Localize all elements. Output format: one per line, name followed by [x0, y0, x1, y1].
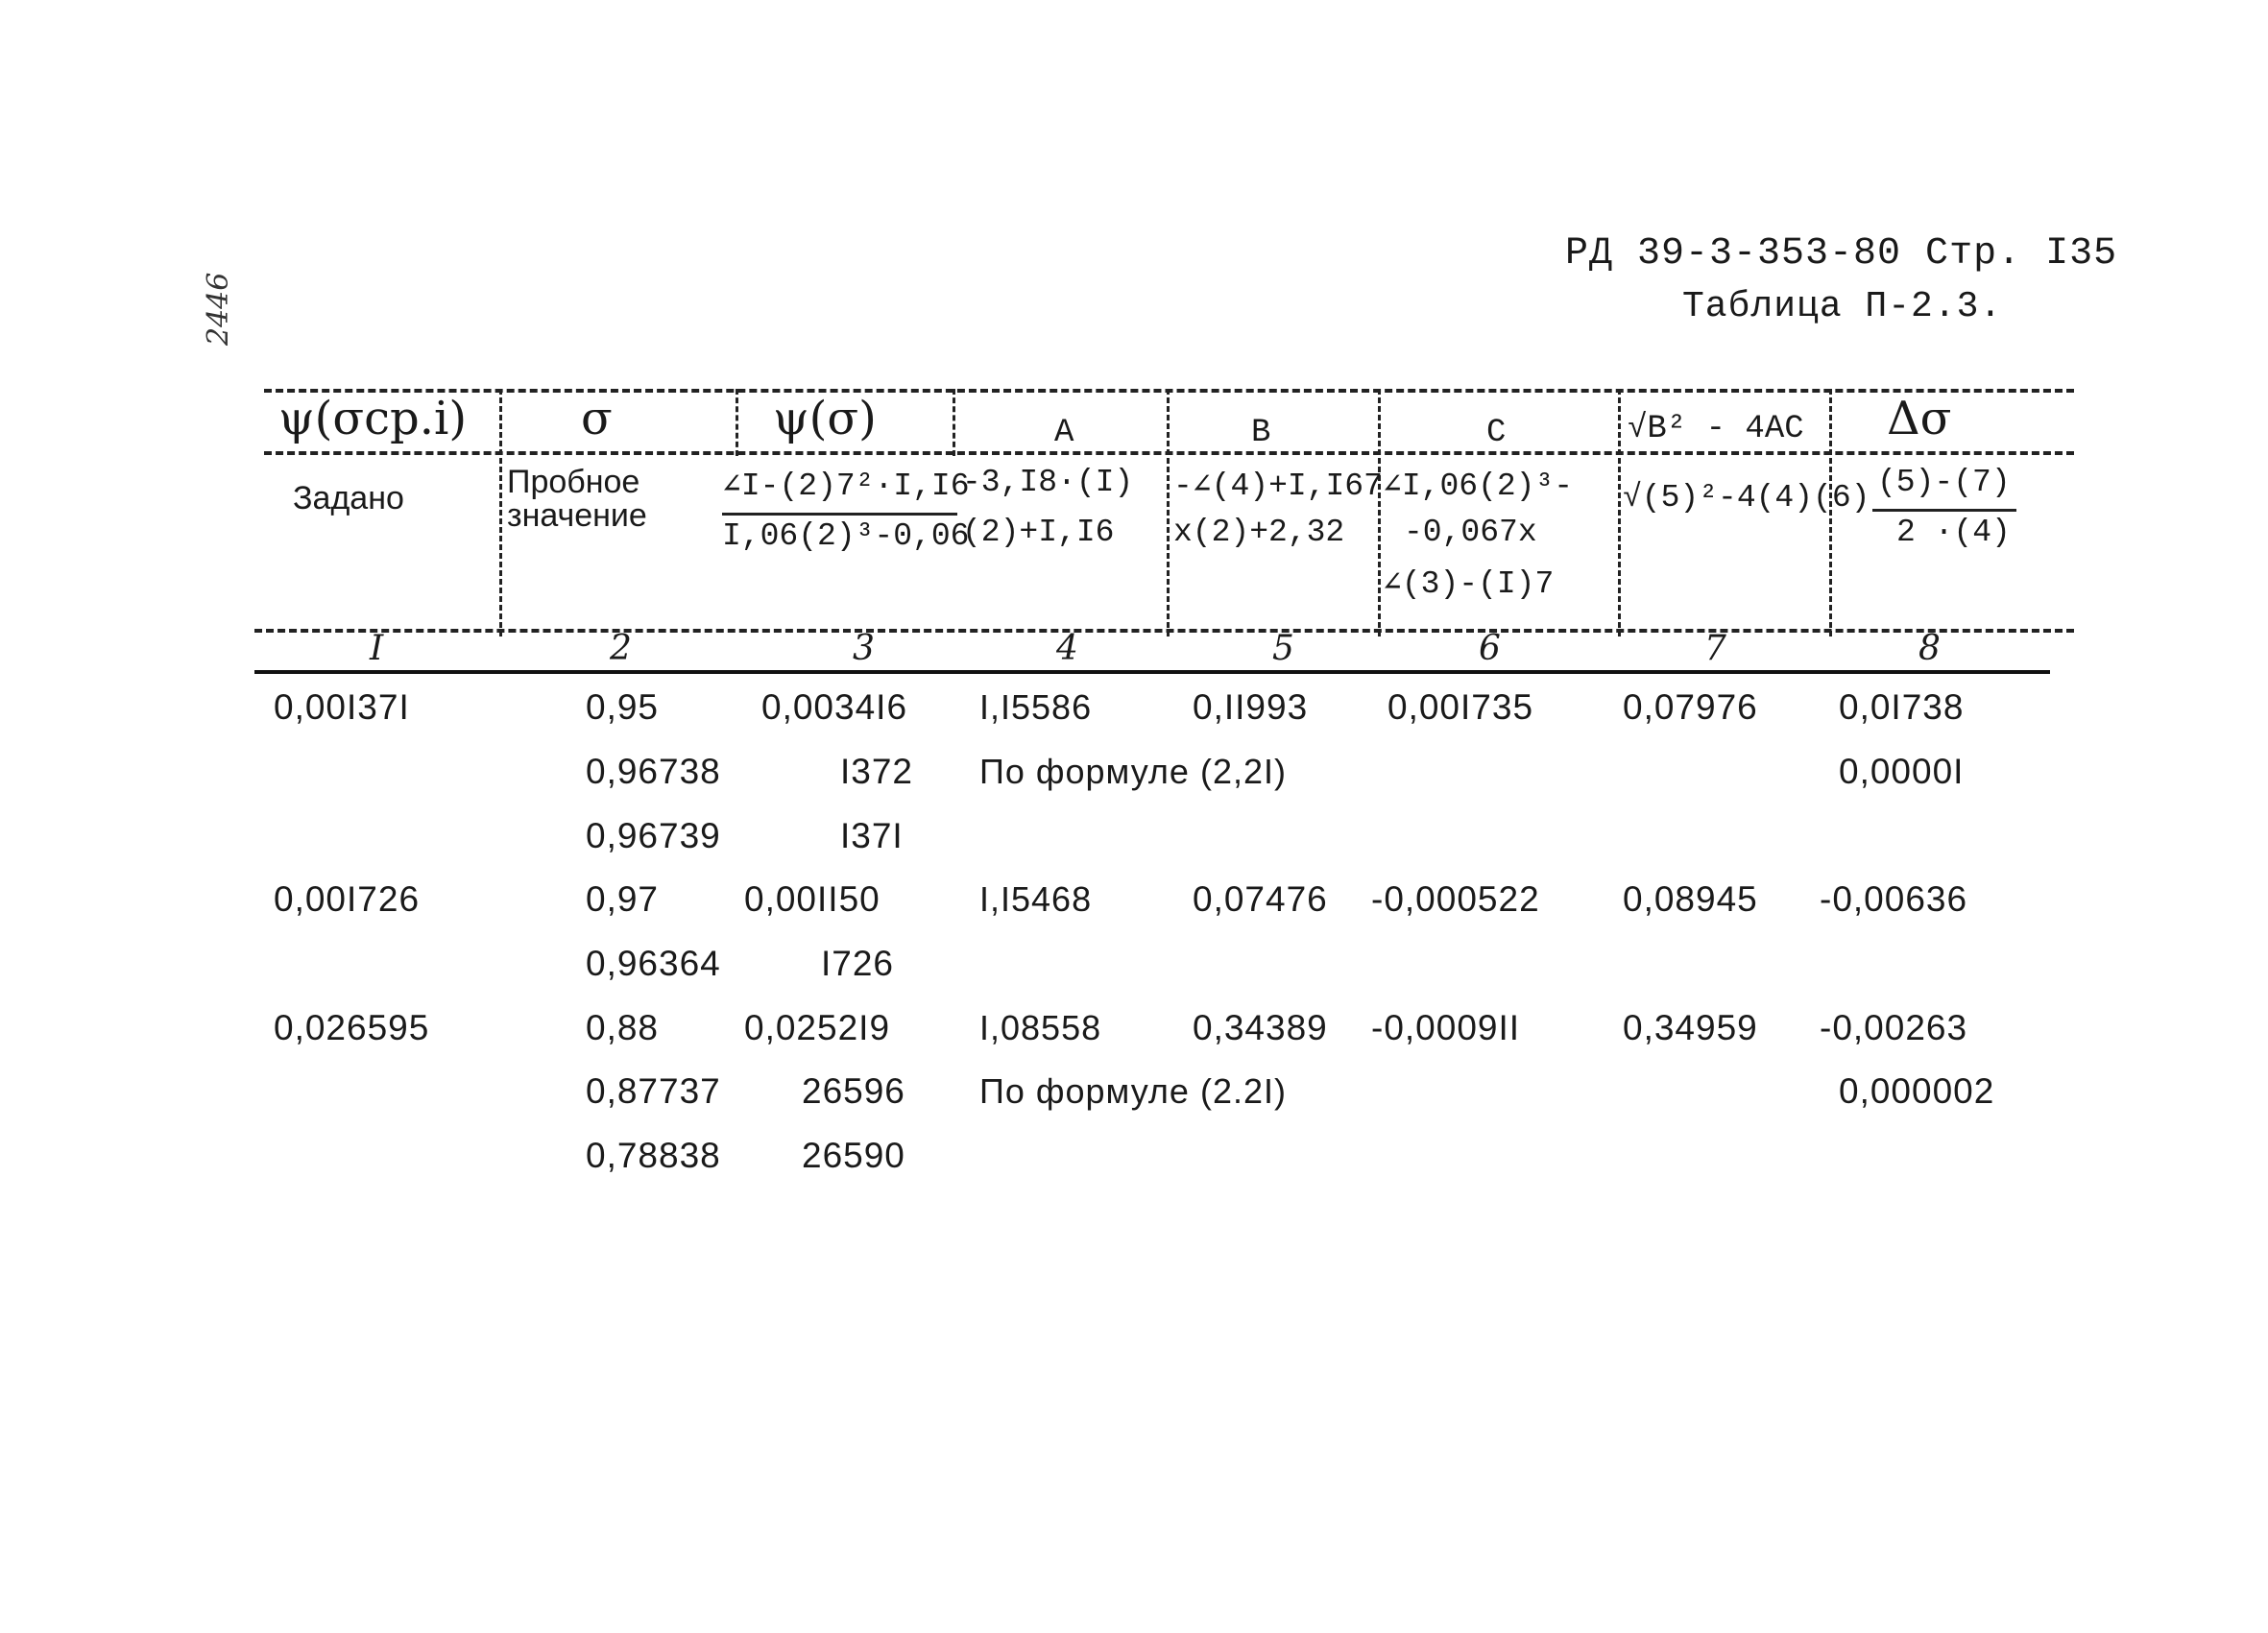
column-number: I [370, 629, 384, 668]
column-number: 3 [853, 629, 875, 668]
cell-col6: -0,000522 [1371, 879, 1540, 919]
col7-formula-line1: √(5)²-4(4)(6) [1623, 480, 1870, 516]
cell-col3: 0,0252I9 [744, 1008, 891, 1047]
cell-col2: 0,96739 [586, 816, 721, 855]
col6-formula-line1: ∠I,06(2)³- [1383, 468, 1574, 504]
cell-col4: По формуле (2,2I) [979, 752, 1287, 791]
col3-symbol: ψ(σ) [773, 392, 877, 445]
cell-col7: 0,34959 [1623, 1008, 1758, 1047]
cell-col2: 0,78838 [586, 1136, 721, 1175]
cell-col1: 0,026595 [274, 1008, 430, 1047]
cell-col3: I372 [840, 752, 914, 791]
cell-col1: 0,00I37I [274, 687, 410, 727]
cell-col4: I,I5586 [979, 687, 1093, 727]
col1-symbol: ψ(σср.i) [278, 392, 468, 445]
cell-col3: 0,00II50 [744, 879, 881, 919]
column-number: 8 [1918, 629, 1941, 668]
cell-col8: -0,00636 [1820, 879, 1968, 919]
header-number-rule [254, 629, 2074, 633]
cell-col5: 0,II993 [1193, 687, 1309, 727]
cell-col8: 0,000002 [1839, 1071, 1995, 1111]
col6-formula-line3: ∠(3)-(I)7 [1383, 566, 1555, 602]
col4-formula-line2: (2)+I,I6 [962, 515, 1115, 550]
column-divider [499, 389, 502, 636]
cell-col8: -0,00263 [1820, 1008, 1968, 1047]
column-divider [1618, 389, 1621, 636]
column-number: 7 [1704, 629, 1726, 668]
col3-numerator: ∠I-(2)7²·I,I6 [722, 468, 970, 504]
col2-label-line2: значение [507, 497, 647, 534]
col2-label-line1: Пробное [507, 464, 640, 500]
col1-label: Задано [293, 480, 404, 516]
column-divider [1378, 389, 1381, 636]
cell-col2: 0,96738 [586, 752, 721, 791]
cell-col3: 26590 [802, 1136, 905, 1175]
col5-formula-line2: x(2)+2,32 [1173, 515, 1345, 550]
col6-symbol: C [1486, 415, 1507, 451]
column-number: 2 [610, 629, 632, 668]
cell-col3: I37I [840, 816, 904, 855]
cell-col8: 0,0I738 [1839, 687, 1965, 727]
col8-numerator: (5)-(7) [1877, 465, 2011, 500]
cell-col3: 0,0034I6 [761, 687, 908, 727]
col3-denominator: I,06(2)³-0,06 [722, 518, 970, 554]
col6-formula-line2: -0,067x [1404, 515, 1537, 550]
header-bottom-rule [254, 670, 2050, 674]
col3-fraction-bar [722, 513, 957, 516]
cell-col2: 0,95 [586, 687, 660, 727]
cell-col2: 0,97 [586, 879, 660, 919]
cell-col4: По формуле (2.2I) [979, 1071, 1287, 1111]
column-number: 4 [1056, 629, 1078, 668]
col8-symbol: Δσ [1887, 392, 1952, 445]
cell-col2: 0,88 [586, 1008, 660, 1047]
cell-col2: 0,96364 [586, 944, 721, 983]
column-divider [736, 389, 738, 456]
col4-formula-line1: -3,I8·(I) [962, 465, 1134, 500]
cell-col7: 0,07976 [1623, 687, 1758, 727]
col4-symbol: A [1054, 415, 1074, 451]
col8-fraction-bar [1872, 509, 2016, 512]
document-reference: РД 39-3-353-80 Стр. I35 [1565, 232, 2118, 276]
column-divider [953, 389, 955, 456]
cell-col5: 0,07476 [1193, 879, 1328, 919]
cell-col3: I726 [821, 944, 895, 983]
col5-formula-line1: -∠(4)+I,I67 [1173, 468, 1383, 504]
column-number: 6 [1479, 629, 1501, 668]
table-title: Таблица П-2.3. [1682, 286, 2003, 327]
cell-col7: 0,08945 [1623, 879, 1758, 919]
margin-handwritten-note: 2446 [202, 272, 235, 346]
col5-symbol: B [1251, 415, 1271, 451]
cell-col2: 0,87737 [586, 1071, 721, 1111]
col7-symbol: √B² - 4AC [1628, 411, 1804, 447]
col8-denominator: 2 ·(4) [1896, 515, 2011, 550]
cell-col6: 0,00I735 [1387, 687, 1534, 727]
cell-col5: 0,34389 [1193, 1008, 1328, 1047]
column-number: 5 [1272, 629, 1294, 668]
col2-symbol: σ [581, 392, 613, 445]
cell-col3: 26596 [802, 1071, 905, 1111]
column-divider [1167, 389, 1170, 636]
cell-col4: I,I5468 [979, 879, 1093, 919]
cell-col6: -0,0009II [1371, 1008, 1521, 1047]
cell-col1: 0,00I726 [274, 879, 421, 919]
cell-col4: I,08558 [979, 1008, 1102, 1047]
cell-col8: 0,0000I [1839, 752, 1965, 791]
